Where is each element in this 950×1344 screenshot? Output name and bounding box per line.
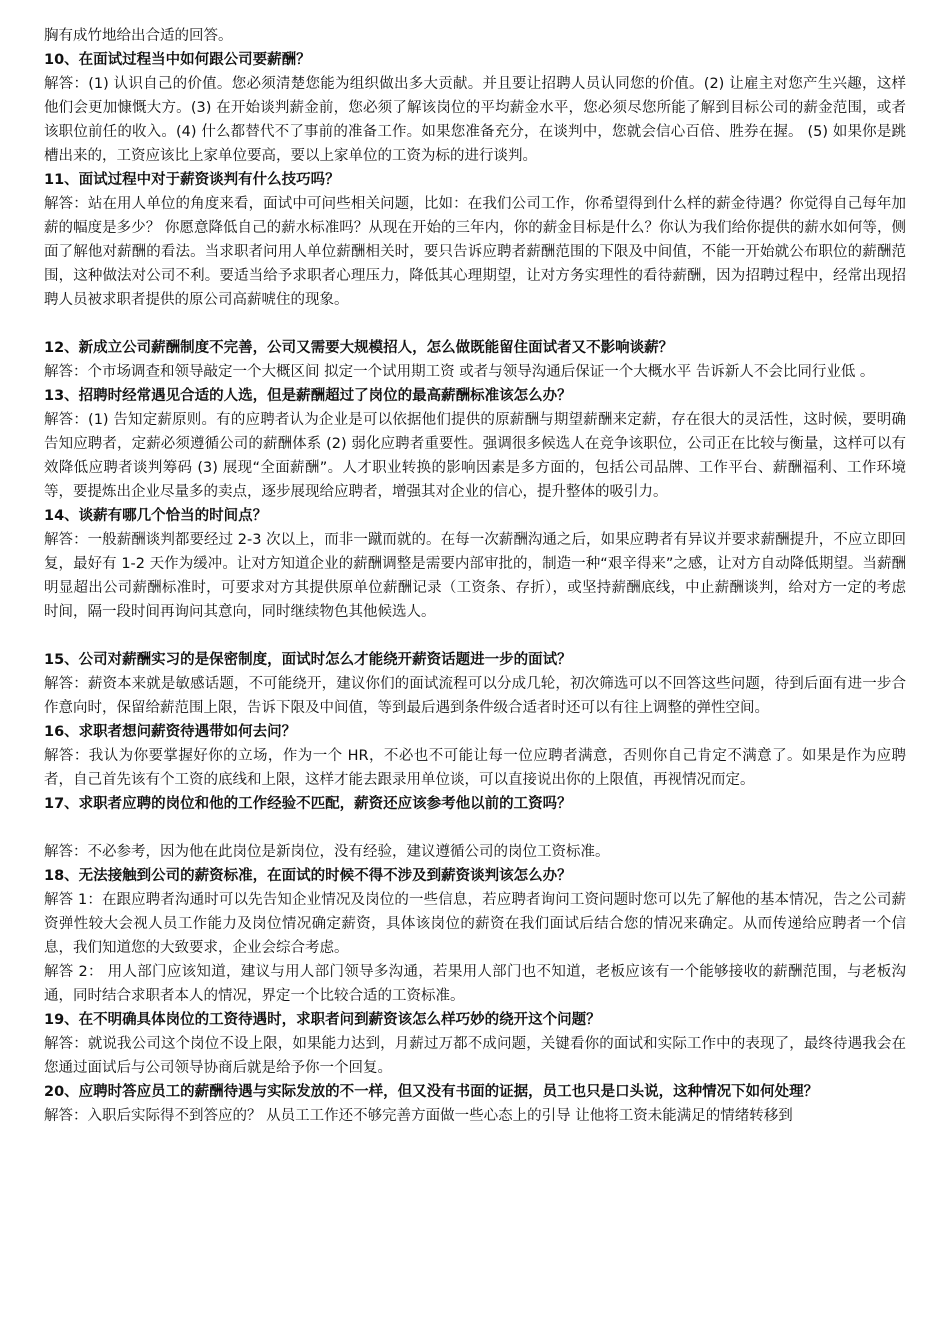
question-heading: 13、招聘时经常遇见合适的人选，但是薪酬超过了岗位的最高薪酬标准该怎么办？ [44, 388, 572, 404]
answer-text: 解答：我认为你要掌握好你的立场，作为一个 HR，不必也不可能让每一位应聘者满意，否则你自己肯定不满意了。如果是作为应聘者，自己首先该有个工资的底线和上限，这样才能去跟录用单位谈，可以直接说出你的上限值，再视情况而定。 [44, 748, 906, 788]
answer-text: 解答：一般薪酬谈判都要经过 2-3 次以上，而非一蹴而就的。在每一次薪酬沟通之后，如果应聘者有异议并要求薪酬提升，不应立即回复，最好有 1-2 天作为缓冲。让对方知道企业的薪酬调整是需要内部审批的，制造一种“艰辛得来”之感，让对方自动降低期望。当薪酬明显超出公司薪酬标准时，可要求对方其提供原单位薪酬记录（工资条、存折），或坚持薪酬底线，中止薪酬谈判，给对方一定的考虑时间，隔一段时间再询问其意向，同时继续物色其他候选人。 [44, 532, 906, 620]
answer-text: 解答 1：在跟应聘者沟通时可以先告知企业情况及岗位的一些信息，若应聘者询问工资问题时您可以先了解他的基本情况，告之公司薪资弹性较大会视人员工作能力及岗位情况确定薪资，具体该岗位的薪资在我们面试后结合您的情况来确定。从而传递给应聘者一个信息，我们知道您的大致要求，企业会综合考虑。 [44, 892, 906, 956]
question-heading: 19、在不明确具体岗位的工资待遇时，求职者问到薪资该怎么样巧妙的绕开这个问题？ [44, 1012, 601, 1028]
answer-text: 解答：就说我公司这个岗位不设上限，如果能力达到，月薪过万都不成问题，关键看你的面试和实际工作中的表现了，最终待遇我会在您通过面试后与公司领导协商后就是给予你一个回复。 [44, 1036, 906, 1076]
blank-line [44, 312, 906, 336]
answer-text: 解答：个市场调查和领导敲定一个大概区间 拟定一个试用期工资 或者与领导沟通后保证一个大概水平 告诉新人不会比同行业低 。 [44, 364, 875, 380]
question-heading: 12、新成立公司薪酬制度不完善，公司又需要大规模招人，怎么做既能留住面试者又不影响谈薪？ [44, 340, 674, 356]
question-heading: 18、无法接触到公司的薪资标准，在面试的时候不得不涉及到薪资谈判该怎么办？ [44, 868, 572, 884]
answer-text: 解答：(1) 认识自己的价值。您必须清楚您能为组织做出多大贡献。并且要让招聘人员认同您的价值。(2) 让雇主对您产生兴趣，这样他们会更加慷慨大方。(3) 在开始谈判薪金前，您必须了解该岗位的平均薪金水平，您必须尽您所能了解到目标公司的薪金范围，或者该职位前任的收入。(4) 什么都替代不了事前的准备工作。如果您准备充分，在谈判中，您就会信心百倍、胜券在握。 (5) 如果你是跳槽出来的，工资应该比上家单位要高，要以上家单位的工资为标的进行谈判。 [44, 76, 906, 164]
answer-text: 解答：薪资本来就是敏感话题，不可能绕开，建议你们的面试流程可以分成几轮，初次筛选可以不回答这些问题，待到后面有进一步合作意向时，保留给薪范围上限，告诉下限及中间值，等到最后遇到条件级合适者时还可以有往上调整的弹性空间。 [44, 676, 906, 716]
question-heading: 17、求职者应聘的岗位和他的工作经验不匹配，薪资还应该参考他以前的工资吗？ [44, 796, 572, 812]
question-heading: 10、在面试过程当中如何跟公司要薪酬？ [44, 52, 311, 68]
question-heading: 14、谈薪有哪几个恰当的时间点？ [44, 508, 268, 524]
blank-line [44, 624, 906, 648]
question-heading: 20、应聘时答应员工的薪酬待遇与实际发放的不一样，但又没有书面的证据，员工也只是口头说，这种情况下如何处理？ [44, 1084, 819, 1100]
answer-text: 解答：站在用人单位的角度来看，面试中可问些相关问题，比如：在我们公司工作，你希望得到什么样的薪金待遇？你觉得自己每年加薪的幅度是多少？ 你愿意降低自己的薪水标准吗？从现在开始的三年内，你的薪金目标是什么？你认为我们给你提供的薪水如何等，侧面了解他对薪酬的看法。当求职者问用人单位薪酬相关时，要只告诉应聘者薪酬范围的下限及中间值，不能一开始就公布职位的薪酬范围，这种做法对公司不利。要适当给予求职者心理压力，降低其心理期望，让对方务实理性的看待薪酬，因为招聘过程中，经常出现招聘人员被求职者提供的原公司高薪唬住的现象。 [44, 196, 906, 308]
answer-text: 解答 2： 用人部门应该知道，建议与用人部门领导多沟通，若果用人部门也不知道，老板应该有一个能够接收的薪酬范围，与老板沟通，同时结合求职者本人的情况，界定一个比较合适的工资标准。 [44, 964, 906, 1004]
question-heading: 11、面试过程中对于薪资谈判有什么技巧吗？ [44, 172, 340, 188]
blank-line [44, 816, 906, 840]
answer-text: 解答：入职后实际得不到答应的？ 从员工工作还不够完善方面做一些心态上的引导 让他将工资未能满足的情绪转移到 [44, 1108, 793, 1124]
answer-text: 解答：(1) 告知定薪原则。有的应聘者认为企业是可以依据他们提供的原薪酬与期望薪酬来定薪，存在很大的灵活性，这时候，要明确告知应聘者，定薪必须遵循公司的薪酬体系 (2) 弱化应聘者重要性。强调很多候选人在竞争该职位，公司正在比较与衡量，这样可以有效降低应聘者谈判筹码 (3) 展现“全面薪酬”。人才职业转换的影响因素是多方面的，包括公司品牌、工作平台、薪酬福利、工作环境等，要提炼出企业尽量多的卖点，逐步展现给应聘者，增强其对企业的信心，提升整体的吸引力。 [44, 412, 906, 500]
question-heading: 15、公司对薪酬实习的是保密制度，面试时怎么才能绕开薪资话题进一步的面试？ [44, 652, 572, 668]
answer-text: 解答：不必参考，因为他在此岗位是新岗位，没有经验，建议遵循公司的岗位工资标准。 [44, 844, 610, 860]
question-heading: 16、求职者想问薪资待遇带如何去问？ [44, 724, 297, 740]
answer-text: 胸有成竹地给出合适的回答。 [44, 28, 233, 44]
